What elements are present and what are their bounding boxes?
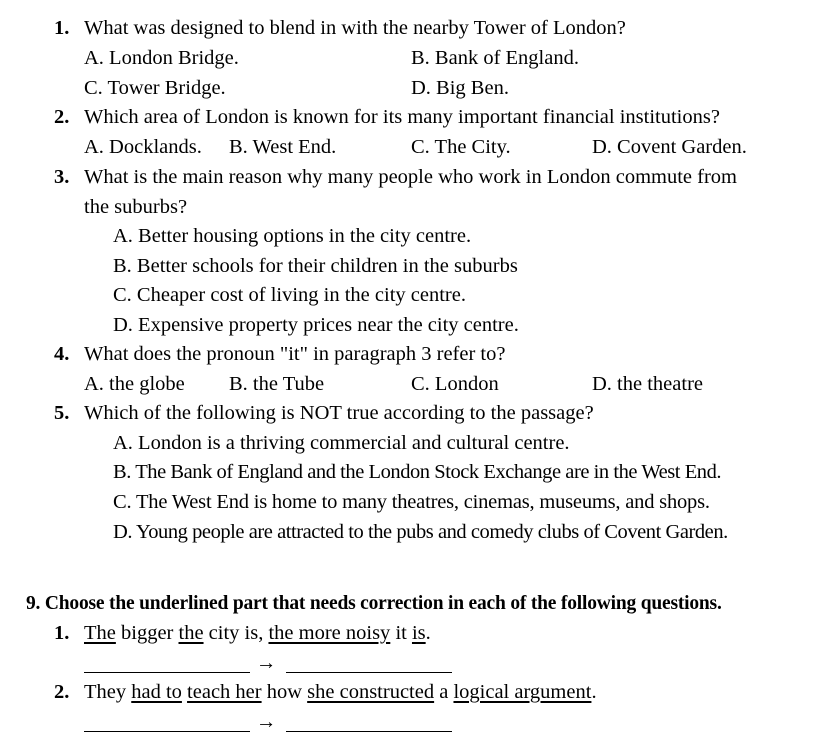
answer-blank-correction[interactable]	[286, 672, 452, 673]
sentence-text: .	[425, 622, 431, 644]
answer-blank-correction[interactable]	[286, 731, 452, 732]
underlined-part: logical argument	[453, 681, 592, 703]
question-3-option-d: D. Expensive property prices near the city centre.	[113, 314, 519, 336]
underlined-part: is	[411, 622, 426, 644]
question-5-number: 5.	[54, 402, 70, 424]
sentence-text: city is,	[203, 622, 269, 644]
question-3-text-line-1: What is the main reason why many people who work in London commute from	[84, 166, 738, 188]
underlined-part: she constructed	[307, 681, 435, 703]
question-3-number: 3.	[54, 166, 70, 188]
question-4-option-c: C. London	[411, 373, 499, 395]
question-2-option-c: C. The City.	[411, 136, 511, 158]
question-1-option-c: C. Tower Bridge.	[84, 77, 226, 99]
section-9-item-2-sentence	[84, 680, 597, 704]
question-1-number: 1.	[54, 17, 70, 39]
question-5-option-b: B. The Bank of England and the London Stock Exchange are in the West End.	[113, 461, 722, 483]
answer-blank-original[interactable]	[84, 731, 250, 732]
arrow-icon: →	[256, 652, 277, 674]
underlined-part: had to	[131, 681, 182, 703]
question-3-option-a: A. Better housing options in the city centre.	[113, 225, 472, 247]
sentence-text: .	[591, 681, 597, 703]
underlined-part: The	[84, 622, 116, 644]
answer-blank-original[interactable]	[84, 672, 250, 673]
question-2-option-b: B. West End.	[229, 136, 337, 158]
sentence-text: bigger	[115, 622, 179, 644]
section-9-item-1-sentence	[84, 621, 431, 645]
sentence-text: They	[84, 681, 132, 703]
question-3-option-b: B. Better schools for their children in the suburbs	[113, 255, 518, 277]
question-5-option-c: C. The West End is home to many theatres, cinemas, museums, and shops.	[113, 491, 710, 513]
question-4-number: 4.	[54, 343, 70, 365]
question-2-option-d: D. Covent Garden.	[592, 136, 747, 158]
question-2-option-a: A. Docklands.	[84, 136, 202, 158]
question-5-option-a: A. London is a thriving commercial and cultural centre.	[113, 432, 570, 454]
question-4-option-d: D. the theatre	[592, 373, 703, 395]
underlined-part: the more noisy	[268, 622, 391, 644]
question-1-option-a: A. London Bridge.	[84, 47, 239, 69]
arrow-icon: →	[256, 711, 277, 733]
sentence-text: how	[261, 681, 308, 703]
question-1-text: What was designed to blend in with the nearby Tower of London?	[84, 17, 626, 39]
question-5-text: Which of the following is NOT true according to the passage?	[84, 402, 594, 424]
question-5-option-d: D. Young people are attracted to the pubs and comedy clubs of Covent Garden.	[113, 521, 728, 543]
section-9-heading: 9. Choose the underlined part that needs correction in each of the following questions.	[26, 593, 722, 614]
question-1-option-b: B. Bank of England.	[411, 47, 579, 69]
section-9-item-1-number: 1.	[54, 622, 70, 644]
question-1-option-d: D. Big Ben.	[411, 77, 509, 99]
question-2-number: 2.	[54, 106, 70, 128]
question-3-option-c: C. Cheaper cost of living in the city centre.	[113, 284, 466, 306]
sentence-text: a	[434, 681, 454, 703]
underlined-part: teach her	[187, 681, 262, 703]
section-9-item-2-number: 2.	[54, 681, 70, 703]
question-4-option-b: B. the Tube	[229, 373, 325, 395]
sentence-text: it	[390, 622, 412, 644]
question-4-text: What does the pronoun "it" in paragraph 3 refer to?	[84, 343, 506, 365]
question-3-text-line-2: the suburbs?	[84, 196, 188, 218]
underlined-part: the	[178, 622, 204, 644]
question-4-option-a: A. the globe	[84, 373, 185, 395]
question-2-text: Which area of London is known for its many important financial institutions?	[84, 106, 720, 128]
